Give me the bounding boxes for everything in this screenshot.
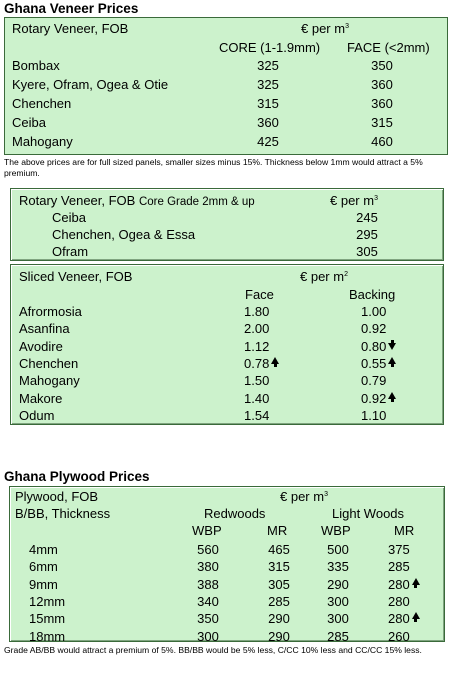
face-price-value: 2.00: [244, 321, 270, 337]
backing-price-value: 0.92: [361, 390, 387, 406]
veneer-footnote: The above prices are for full sized panels, smaller sizes minus 15%. Thickness below 1mm would attract a 5% premium.: [4, 157, 423, 178]
face-price: 315: [371, 115, 393, 130]
rotary-core-title: Rotary Veneer, FOB Core Grade 2mm & up: [19, 193, 255, 208]
face-price: [244, 373, 269, 389]
redwood-wbp-price: 340: [197, 593, 219, 609]
veneer-prices-heading: Ghana Veneer Prices: [4, 1, 139, 16]
sliced-veneer-table: [10, 264, 444, 425]
col-header-core: CORE (1-1.9mm): [219, 40, 321, 55]
species-name: Ofram: [52, 244, 89, 259]
face-price: [244, 304, 269, 320]
redwood-mr-price: 465: [268, 542, 290, 557]
face-price-value: 1.50: [244, 373, 270, 389]
lightwood-wbp-price: 290: [327, 576, 349, 592]
face-price: [244, 408, 269, 424]
redwood-wbp-price: 388: [197, 576, 219, 592]
core-price: 325: [257, 58, 279, 73]
rotary-core-unit: € per $m^3$: [330, 193, 378, 208]
face-price-value: 1.40: [244, 390, 270, 406]
rotary-veneer-title: Rotary Veneer, FOB: [12, 21, 129, 36]
thickness-label: 15mm: [29, 611, 66, 627]
redwood-mr-price: 290: [268, 628, 290, 644]
face-price: 350: [371, 58, 393, 73]
backing-price: [361, 408, 386, 424]
backing-price: [361, 339, 397, 355]
core-price: 325: [257, 77, 279, 92]
rotary-veneer-table: [4, 17, 448, 155]
species-name: Makore: [19, 390, 63, 406]
plywood-title: Plywood, FOB: [15, 489, 99, 504]
price-up-arrow-icon: [270, 356, 280, 368]
lightwood-wbp-price: 300: [327, 593, 349, 609]
species-name: Mahogany: [12, 134, 73, 149]
lightwood-wbp-price: 285: [327, 628, 349, 644]
lightwood-mr-price-value: 375: [388, 542, 410, 557]
lightwood-mr-price: [388, 542, 410, 558]
thickness-label: 6mm: [29, 559, 58, 575]
redwood-wbp-price: 350: [197, 611, 219, 627]
rotary-veneer-core-table: [10, 188, 444, 261]
plywood-table: [9, 486, 445, 642]
species-name: Avodire: [19, 338, 63, 354]
species-name: Afrormosia: [19, 304, 82, 319]
backing-price-value: 1.00: [361, 304, 387, 319]
col-header-face: Face: [245, 287, 274, 302]
redwood-mr-price: 285: [268, 593, 290, 609]
price-up-arrow-icon: [387, 391, 397, 403]
lightwood-mr-price: [388, 594, 410, 610]
backing-price: [361, 356, 397, 372]
col-header-backing: Backing: [349, 287, 396, 302]
backing-price-value: 0.80: [361, 338, 387, 354]
thickness-label: 4mm: [29, 542, 58, 557]
backing-price: [361, 321, 386, 337]
species-name: Chenchen: [19, 355, 79, 371]
redwood-mr-price: 290: [268, 611, 290, 627]
col-header-red-mr: MR: [267, 523, 288, 538]
species-name: Ceiba: [52, 210, 86, 225]
core-price: 245: [356, 210, 378, 225]
thickness-label: 12mm: [29, 593, 66, 609]
group-header-light-woods: Light Woods: [332, 506, 405, 521]
lightwood-wbp-price: 500: [327, 542, 349, 557]
face-price-value: 1.54: [244, 407, 270, 423]
lightwood-mr-price: [388, 611, 421, 627]
lightwood-mr-price-value: 280: [388, 593, 410, 609]
col-header-light-mr: MR: [394, 523, 415, 538]
species-name: Mahogany: [19, 373, 80, 389]
sliced-veneer-title: Sliced Veneer, FOB: [19, 269, 133, 284]
species-name: Ceiba: [12, 115, 46, 130]
redwood-mr-price: 305: [268, 576, 290, 592]
redwood-wbp-price: 300: [197, 628, 219, 644]
core-price: 425: [257, 134, 279, 149]
core-price: 295: [356, 227, 378, 242]
sliced-veneer-unit: € per $m^2$: [300, 269, 348, 284]
backing-price-value: 0.55: [361, 355, 387, 371]
backing-price: [361, 391, 397, 407]
species-name: Odum: [19, 407, 55, 423]
face-price-value: 0.78: [244, 355, 270, 371]
face-price: [244, 339, 269, 355]
species-name: Kyere, Ofram, Ogea & Otie: [12, 77, 169, 92]
core-price: 315: [257, 96, 279, 111]
col-header-light-wbp: WBP: [321, 523, 351, 538]
face-price: [244, 391, 269, 407]
col-header-face: FACE (<2mm): [347, 40, 430, 55]
col-header-red-wbp: WBP: [192, 523, 222, 538]
lightwood-mr-price: [388, 577, 421, 593]
plywood-subtitle: B/BB, Thickness: [15, 506, 111, 521]
face-price-value: 1.80: [244, 304, 270, 319]
redwood-mr-price: 315: [268, 559, 290, 575]
face-price: 460: [371, 134, 393, 149]
plywood-prices-heading: Ghana Plywood Prices: [4, 469, 150, 484]
lightwood-wbp-price: 335: [327, 559, 349, 575]
core-price: 305: [356, 244, 378, 259]
thickness-label: 18mm: [29, 628, 66, 644]
redwood-wbp-price: 560: [197, 542, 219, 557]
backing-price-value: 0.79: [361, 373, 387, 389]
group-header-redwoods: Redwoods: [204, 506, 266, 521]
redwood-wbp-price: 380: [197, 559, 219, 575]
backing-price-value: 0.92: [361, 321, 387, 337]
rotary-veneer-unit: € per $m^3$: [301, 21, 349, 36]
lightwood-mr-price-value: 285: [388, 559, 410, 575]
price-up-arrow-icon: [411, 611, 421, 623]
lightwood-mr-price-value: 280: [388, 611, 410, 627]
lightwood-mr-price-value: 260: [388, 628, 410, 644]
face-price: 360: [371, 96, 393, 111]
backing-price-value: 1.10: [361, 407, 387, 423]
core-price: 360: [257, 115, 279, 130]
lightwood-wbp-price: 300: [327, 611, 349, 627]
species-name: Asanfina: [19, 321, 70, 337]
species-name: Chenchen: [12, 96, 72, 111]
face-price: 360: [371, 77, 393, 92]
face-price: [244, 356, 280, 372]
plywood-footnote: Grade AB/BB would attract a premium of 5%. BB/BB would be 5% less, C/CC 10% less and CC/CC 15% less.: [4, 645, 422, 655]
plywood-unit: € per $m^3$: [280, 489, 328, 504]
price-up-arrow-icon: [387, 356, 397, 368]
species-name: Chenchen, Ogea & Essa: [52, 227, 196, 242]
thickness-label: 9mm: [29, 576, 58, 592]
face-price: [244, 321, 269, 337]
backing-price: [361, 304, 386, 320]
backing-price: [361, 373, 386, 389]
price-down-arrow-icon: [387, 339, 397, 351]
species-name: Bombax: [12, 58, 60, 73]
price-up-arrow-icon: [411, 577, 421, 589]
lightwood-mr-price-value: 280: [388, 576, 410, 592]
lightwood-mr-price: [388, 629, 410, 645]
face-price-value: 1.12: [244, 338, 270, 354]
lightwood-mr-price: [388, 559, 410, 575]
